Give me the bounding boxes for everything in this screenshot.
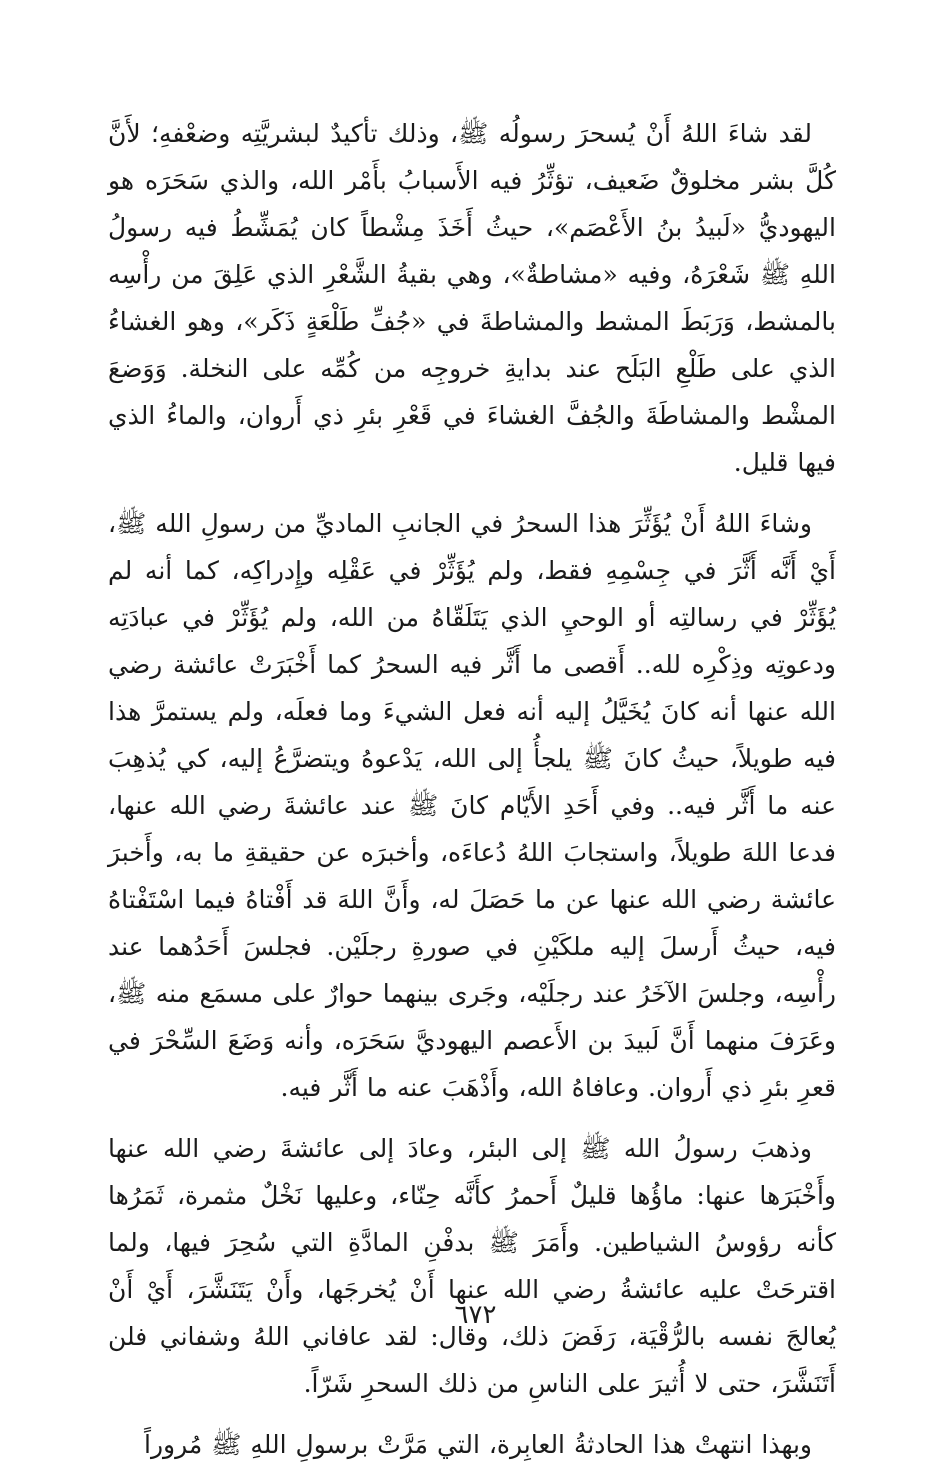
paragraph-3: وذهبَ رسولُ الله ﷺ إلى البئر، وعادَ إلى عائشةَ رضي الله عنها وأَخْبَرَها عنها: ماؤُها قليلٌ أَحمرُ كأَنَّه حِنّاء، وعليها نَخْلٌ مثمرة، ثَمَرُها كأنه رؤوسُ الشياطين. وأَمَرَ ﷺ بدفْنِ المادَّةِ التي سُحِرَ فيها، ولما اقترحَتْ عليه عائشةُ رضي الله عنها أَنْ يُخرجَها، وأَنْ يَتَنَشَّرَ، أَيْ أَنْ يُعالجَ نفسه بالرُّقْيَة، رَفَضَ ذلك، وقال: لقد عافاني اللهُ وشفاني فلن أَتَنَشَّرَ، حتى لا أُثيرَ على الناسِ من ذلك السحرِ شَرّاً. bbox=[108, 1134, 836, 1398]
paragraph-1: لقد شاءَ اللهُ أَنْ يُسحرَ رسولُه ﷺ، وذلك تأكيدٌ لبشريَّتِه وضعْفهِ؛ لأَنَّ كُلَّ بشر مخلوقٌ ضَعيف، تؤثِّرُ فيه الأَسبابُ بأَمْر الله، والذي سَحَرَه هو اليهوديُّ «لَبيدُ بنُ الأَعْصَم»، حيثُ أَخَذَ مِشْطاً كان يُمَشِّطُ فيه رسولُ اللهِ ﷺ شَعْرَهُ، وفيه «مشاطةٌ»، وهي بقيةُ الشَّعْرِ الذي عَلِقَ من رأْسِه بالمشط، وَرَبَطَ المشط والمشاطةَ في «جُفِّ طَلْعَةٍ ذَكَر»، وهو الغشاءُ الذي على طَلْعِ البَلَح عند بدايةِ خروجِه من كُمِّه على النخلة. وَوَضعَ المشْط والمشاطَةَ والجُفَّ الغشاءَ في قَعْرِ بئرِ ذي أَروان، والماءُ الذي فيها قليل. bbox=[108, 119, 836, 477]
paragraph-4: وبهذا انتهتْ هذا الحادثةُ العابِرة، التي مَرَّتْ برسولِ اللهِ ﷺ مُروراً bbox=[144, 1430, 812, 1459]
page-number: ٦٧٢ bbox=[454, 1300, 497, 1330]
paragraph-2: وشاءَ اللهُ أَنْ يُؤَثِّرَ هذا السحرُ في الجانبِ الماديِّ من رسولِ الله ﷺ، أَيْ أَنَّه أَثَّرَ في جِسْمِهِ فقط، ولم يُؤَثِّرْ في عَقْلِه وإِدراكِه، كما أنه لم يُؤَثِّرْ في رسالتِه أو الوحيِ الذي يَتَلَقّاهُ من الله، ولم يُؤَثِّرْ في عبادَتِه ودعوتِه وذِكْرِه لله.. أَقصى ما أَثَّر فيه السحرُ كما أَخْبَرَتْ عائشة رضي الله عنها أنه كانَ يُخَيَّلُ إليه أنه فعل الشيءَ وما فعلَه، ولم يستمرَّ هذا فيه طويلاً، حيثُ كانَ ﷺ يلجأُ إلى الله، يَدْعوهُ ويتضرَّعُ إليه، كي يُذهِبَ عنه ما أَثَّر فيه.. وفي أَحَدِ الأَيّام كانَ ﷺ عند عائشةَ رضي الله عنها، فدعا اللهَ طويلاً، واستجابَ اللهُ دُعاءَه، وأخبرَه عن حقيقةِ ما به، وأَخبرَ عائشة رضي الله عنها عن ما حَصَلَ له، وأَنَّ اللهَ قد أَفْتاهُ فيما اسْتَفْتاهُ فيه، حيثُ أَرسلَ إليه ملكَيْنِ في صورةِ رجلَيْن. فجلسَ أَحَدُهما عند رأْسِه، وجلسَ الآخَرُ عند رجلَيْه، وجَرى بينهما حوارٌ على مسمَع منه ﷺ، وعَرَفَ منهما أَنَّ لَبيدَ بن الأَعصم اليهوديَّ سَحَرَه، وأنه وَضَعَ السِّحْرَ في قعرِ بئرِ ذي أَروان. وعافاهُ الله، وأَذْهَبَ عنه ما أَثَّر فيه. bbox=[108, 509, 836, 1102]
body-text bbox=[108, 110, 836, 1468]
